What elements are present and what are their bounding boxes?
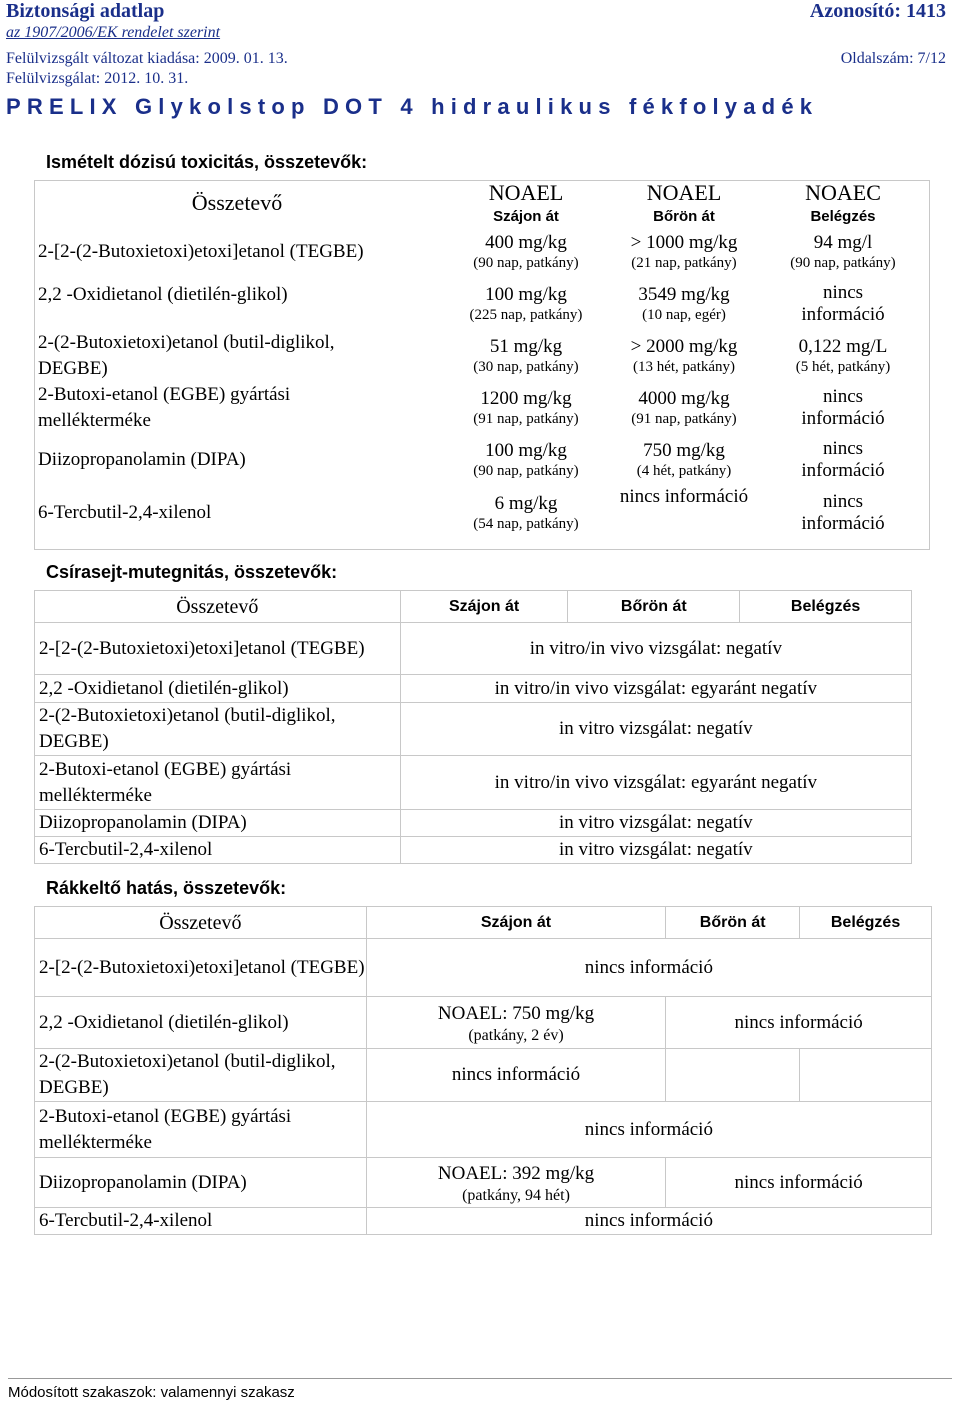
- col-inhal: Belégzés: [800, 907, 932, 939]
- document-identifier: Azonosító: 1413: [809, 0, 946, 22]
- table-row: 2-Butoxi-etanol (EGBE) gyártási mellékterméke nincs információ: [35, 1102, 932, 1158]
- carcinogenic-table: [34, 906, 932, 1235]
- table-row: 6-Tercbutil-2,4-xilenol in vitro vizsgálat: negatív: [35, 837, 912, 864]
- table-row: 2-Butoxi-etanol (EGBE) gyártási mellékterméke in vitro/in vivo vizsgálat: egyaránt negatív: [35, 756, 912, 810]
- table-row: 2-[2-(2-Butoxietoxi)etoxi]etanol (TEGBE) nincs információ: [35, 939, 932, 997]
- table-row: 2,2 -Oxidietanol (dietilén-glikol) in vitro/in vivo vizsgálat: egyaránt negatív: [35, 675, 912, 703]
- col-dermal: Bőrön át: [666, 907, 800, 939]
- table-row: 2,2 -Oxidietanol (dietilén-glikol) 100 mg/kg (225 nap, patkány) 3549 mg/kg (10 nap, egér) nincs információ: [38, 282, 885, 325]
- repeated-dose-table: [34, 180, 930, 540]
- germ-cell-table: [34, 590, 912, 864]
- table-row: 2-[2-(2-Butoxietoxi)etoxi]etanol (TEGBE) 400 mg/kg (90 nap, patkány) > 1000 mg/kg (21 nap, patkány) 94 mg/l (90 nap, patkány): [38, 232, 896, 271]
- page-number: Oldalszám: 7/12: [840, 50, 946, 67]
- regulation-link[interactable]: az 1907/2006/EK rendelet szerint: [6, 24, 221, 41]
- table-row: 2-(2-Butoxietoxi)etanol (butil-diglikol, DEGBE) in vitro vizsgálat: negatív: [35, 703, 912, 756]
- col-component: Összetevő: [191, 190, 283, 215]
- table-row: 2-[2-(2-Butoxietoxi)etoxi]etanol (TEGBE) in vitro/in vivo vizsgálat: negatív: [35, 623, 912, 675]
- table-row: 2-(2-Butoxietoxi)etanol (butil-diglikol, DEGBE) 51 mg/kg (30 nap, patkány) > 2000 mg/kg (13 hét, patkány) 0,122 mg/L (5 hét, patkány): [38, 332, 891, 379]
- sub-inhal: Belégzés: [810, 207, 876, 225]
- col-inhal: Belégzés: [740, 591, 912, 623]
- table-row: 6-Tercbutil-2,4-xilenol 6 mg/kg (54 nap, patkány) nincs információ nincs információ: [38, 486, 885, 534]
- footer-divider: [8, 1378, 952, 1379]
- col-component: Összetevő: [35, 907, 367, 939]
- col-component: Összetevő: [35, 591, 401, 623]
- col-oral: Szájon át: [366, 907, 666, 939]
- table-row: 6-Tercbutil-2,4-xilenol nincs információ: [35, 1208, 932, 1235]
- col-noael-oral: NOAEL: [488, 180, 564, 205]
- document-title: Biztonsági adatlap: [6, 0, 165, 22]
- review-date: Felülvizsgálat: 2012. 10. 31.: [6, 70, 189, 87]
- table-row: 2-Butoxi-etanol (EGBE) gyártási mellékterméke 1200 mg/kg (91 nap, patkány) 4000 mg/kg (91 nap, patkány) nincs információ: [38, 384, 885, 431]
- table-row: Diizopropanolamin (DIPA) NOAEL: 392 mg/kg (patkány, 94 hét) nincs információ: [35, 1158, 932, 1208]
- col-dermal: Bőrön át: [568, 591, 740, 623]
- col-oral: Szájon át: [400, 591, 568, 623]
- sub-oral: Szájon át: [493, 207, 559, 225]
- table-row: 2,2 -Oxidietanol (dietilén-glikol) NOAEL: 750 mg/kg (patkány, 2 év) nincs információ: [35, 997, 932, 1049]
- table-row: Diizopropanolamin (DIPA) 100 mg/kg (90 nap, patkány) 750 mg/kg (4 hét, patkány) nincs információ: [38, 438, 885, 481]
- sub-dermal: Bőrön át: [653, 207, 715, 225]
- footer-note: Módosított szakaszok: valamennyi szakasz: [8, 1384, 295, 1401]
- col-noael-dermal: NOAEL: [646, 180, 722, 205]
- germ-cell-heading: Csírasejt-mutegnitás, összetevők:: [46, 562, 338, 582]
- carcinogenic-heading: Rákkeltő hatás, összetevők:: [46, 878, 287, 898]
- repeated-dose-heading: Ismételt dózisú toxicitás, összetevők:: [46, 152, 368, 172]
- product-name: PRELIX Glykolstop DOT 4 hidraulikus fékfolyadék: [6, 94, 819, 119]
- table-row: Diizopropanolamin (DIPA) in vitro vizsgálat: negatív: [35, 810, 912, 837]
- revision-date: Felülvizsgált változat kiadása: 2009. 01. 13.: [6, 50, 288, 67]
- table-row: 2-(2-Butoxietoxi)etanol (butil-diglikol, DEGBE) nincs információ: [35, 1049, 932, 1102]
- col-noaec-inhal: NOAEC: [805, 180, 881, 205]
